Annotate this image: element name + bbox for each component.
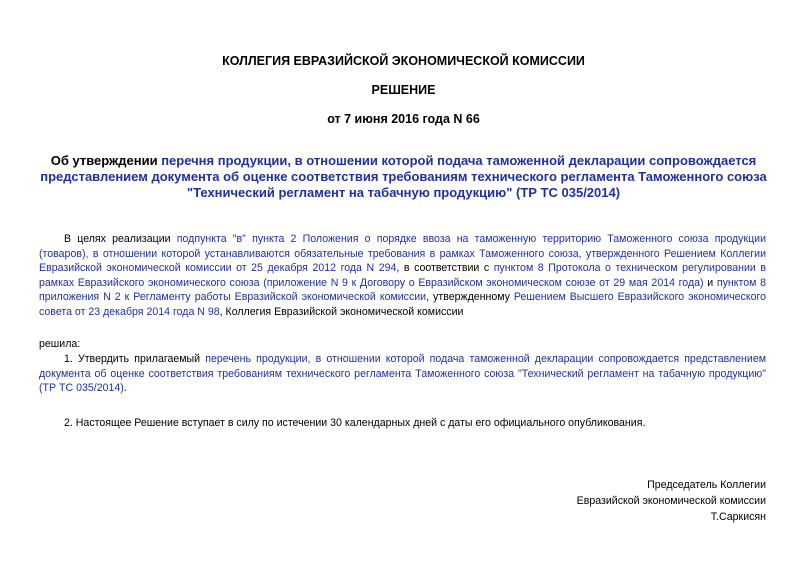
preamble-text-1: В целях реализации [64,233,177,245]
issuer-heading: КОЛЛЕГИЯ ЕВРАЗИЙСКОЙ ЭКОНОМИЧЕСКОЙ КОМИССИИ [222,54,585,68]
signature-name: Т.Саркисян [710,511,766,523]
preamble-link-council-decision[interactable]: Решением Высшего Евразийского экономического совета от 23 декабря 2014 года N 98 [39,291,766,318]
preamble-paragraph [39,232,766,320]
document-type-heading: РЕШЕНИЕ [371,83,436,97]
signature-organization: Евразийской экономической комиссии [576,495,766,507]
preamble-link-rules[interactable]: пунктом 8 приложения N 2 к Регламенту работы Евразийской экономической комиссии [39,276,766,304]
document-title [30,153,777,201]
title-link[interactable]: перечня продукции, в отношении которой подача таможенной декларации сопровождается представлением документа об оценке соответствия требованиям технического регламента Таможенного союза "Технический регламент на табачную продукцию" (ТР ТС 035/2014) [40,153,767,200]
decision-item-2: 2. Настоящее Решение вступает в силу по истечении 30 календарных дней с даты его официального опубликования. [64,417,646,429]
preamble-text-4: , утвержденному [426,291,514,304]
decision-item-1 [39,352,766,396]
preamble-text-2: , в соответствии с [396,262,494,275]
preamble-text-5: , Коллегия Евразийской экономической комиссии [219,305,464,318]
preamble-text-3: и [703,276,717,289]
item1-text-1: 1. Утвердить прилагаемый [64,353,206,365]
title-prefix: Об утверждении [50,153,162,168]
preamble-link-protocol[interactable]: пунктом 8 Протокола о техническом регулировании в рамках Евразийского экономического союза (приложение N 9 к Договору о Евразийском экономическом союзе от 29 мая 2014 года) [39,262,767,289]
item1-text-2: . [123,382,127,395]
resolved-label: решила: [39,338,81,350]
item1-link-list[interactable]: перечень продукции, в отношении которой подача таможенной декларации сопровождается представлением документа об оценке соответствия требованиям технического регламента Таможенного союза "Технический регламент на табачную продукцию" (ТР ТС 035/2014) [39,353,766,395]
document-date-number: от 7 июня 2016 года N 66 [327,112,480,126]
preamble-link-regulation[interactable]: подпункта "в" пункта 2 Положения о порядке ввоза на таможенную территорию Таможенного союза продукции (товаров), в отношении которой устанавливаются обязательные требования в рамках Таможенного союза, утвержденного Решением Коллегии Евразийской экономической комиссии от 25 декабря 2012 года N 294 [39,233,766,275]
signature-position: Председатель Коллегии [647,479,766,491]
